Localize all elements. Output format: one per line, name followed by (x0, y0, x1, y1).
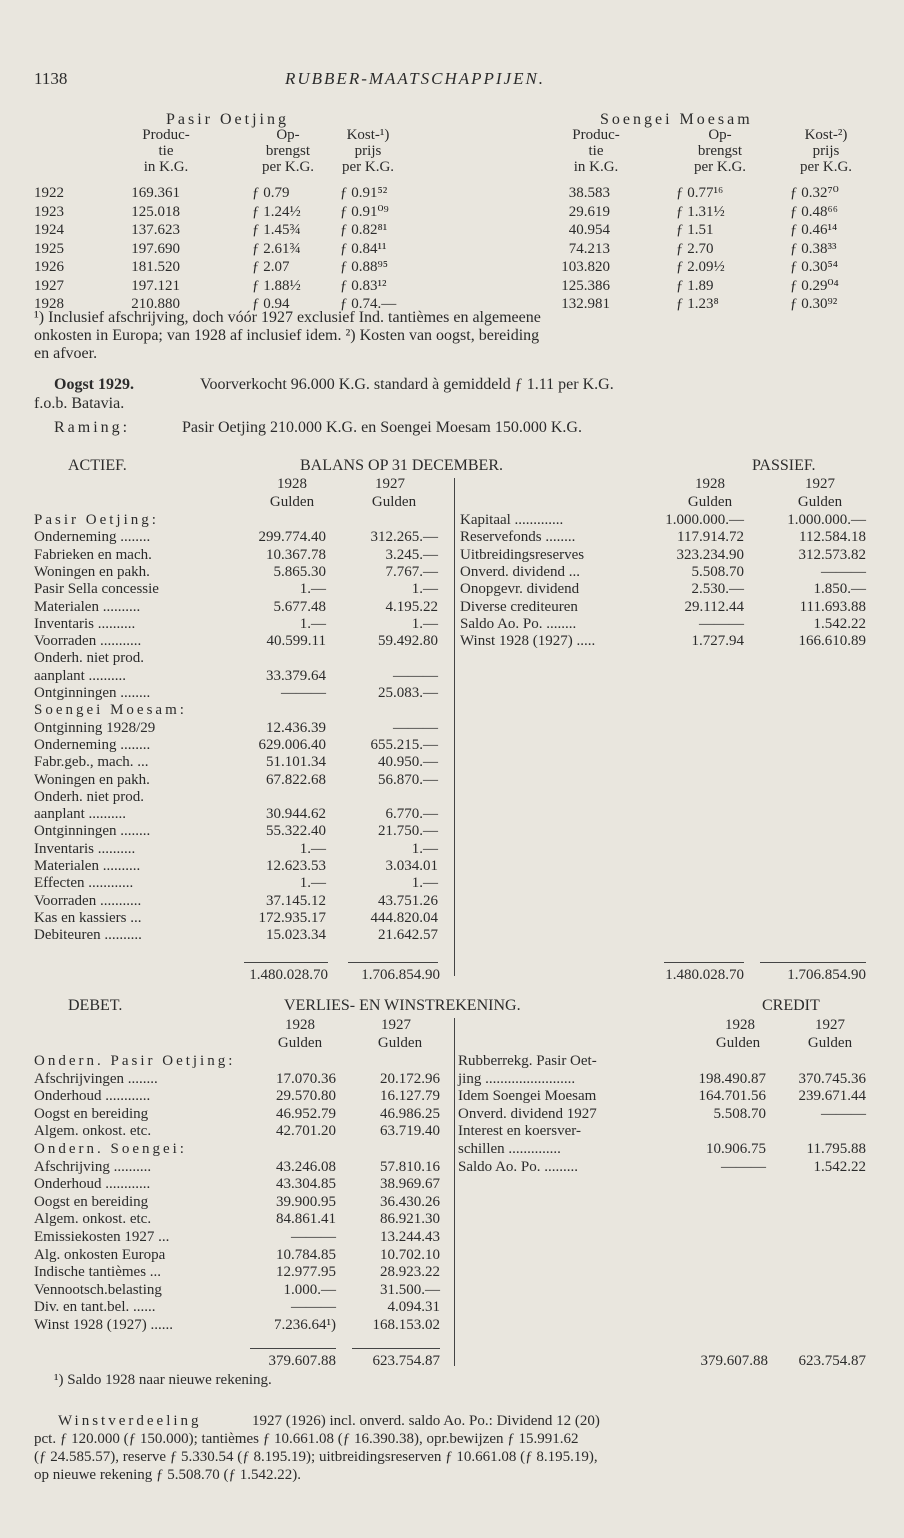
total-1927: 1.706.854.90 (787, 967, 866, 983)
value-1928: 10.906.75 (706, 1141, 766, 1157)
production-cell: 125.018 (131, 203, 180, 220)
year-header: 1927 (815, 1017, 845, 1033)
oogst-line-1: Voorverkocht 96.000 K.G. standard à gemiddeld ƒ 1.11 per K.G. (200, 376, 614, 393)
cost-cell: ƒ 0.38³³ (790, 240, 837, 257)
total-1928: 1.480.028.70 (249, 967, 328, 983)
value-1928: 12.977.95 (276, 1264, 336, 1281)
value-1927: 239.671.44 (798, 1088, 866, 1105)
currency-header: Gulden (797, 494, 843, 510)
column-header: Kost-²) (804, 127, 848, 143)
total-rule (352, 1348, 440, 1349)
footnote-line: onkosten in Europa; van 1928 af inclusief idem. ²) Kosten van oogst, bereiding (34, 327, 540, 344)
winst-line-3: (ƒ 24.585.57), reserve ƒ 5.330.54 (ƒ 8.195.19); uitbreidingsreserven ƒ 10.661.08 (ƒ 8.195.19), (34, 1449, 598, 1465)
value-1927: 4.094.31 (387, 1299, 440, 1316)
column-header: Produc- (572, 127, 620, 143)
credit-label: Rubberrekg. Pasir Oet- (458, 1053, 597, 1069)
cost-cell: ƒ 0.88⁹⁵ (340, 259, 388, 275)
production-cell: 29.619 (568, 203, 610, 220)
debit-label: Div. en tant.bel. ...... (34, 1299, 156, 1316)
year-header: 1928 (695, 476, 725, 492)
total-rule (664, 962, 744, 963)
total-rule (244, 962, 328, 963)
cost-cell: ƒ 0.84¹¹ (340, 240, 387, 257)
credit-label: Saldo Ao. Po. ......... (458, 1158, 579, 1175)
value-1927: 1.000.000.— (787, 512, 866, 528)
value-1928: 7.236.64¹) (274, 1317, 336, 1333)
currency-header: Gulden (687, 494, 733, 510)
value-1927: 370.745.36 (798, 1070, 866, 1087)
value-1927: 28.923.22 (380, 1264, 440, 1281)
value-1928: 29.112.44 (684, 598, 744, 615)
value-1927: 655.215.— (370, 736, 438, 753)
year-cell: 1923 (34, 203, 64, 220)
production-cell: 38.583 (568, 185, 610, 201)
revenue-cell: ƒ 1.89 (676, 277, 714, 294)
column-header: prijs (354, 143, 382, 159)
year-cell: 1928 (34, 296, 64, 312)
winst-line-4: op nieuwe rekening ƒ 5.508.70 (ƒ 1.542.22). (34, 1467, 302, 1483)
debit-label: Onderhoud ............ (34, 1176, 151, 1193)
cost-cell: ƒ 0.48⁶⁶ (790, 203, 838, 220)
value-1927: 13.244.43 (380, 1229, 440, 1245)
value-1928: 33.379.64 (266, 667, 326, 684)
cost-cell: ƒ 0.91⁵² (340, 185, 388, 201)
debit-label: Winst 1928 (1927) ...... (34, 1317, 173, 1333)
value-1928: 117.914.72 (677, 529, 744, 546)
currency-header: Gulden (371, 494, 417, 510)
value-1927: 59.492.80 (378, 633, 438, 650)
column-header: per K.G. (261, 159, 315, 175)
column-header: Kost-¹) (346, 127, 390, 143)
winst-line-1: 1927 (1926) incl. onverd. saldo Ao. Po.: Dividend 12 (20) (252, 1413, 600, 1429)
value-1928: ——— (291, 1229, 336, 1245)
value-1927: 444.820.04 (370, 909, 438, 926)
total-1927: 623.754.87 (798, 1353, 866, 1369)
asset-label: Woningen en pakh. (34, 771, 150, 788)
page-title: RUBBER-MAATSCHAPPIJEN. (285, 69, 546, 88)
cost-cell: ƒ 0.82⁸¹ (340, 222, 388, 238)
revenue-cell: ƒ 1.51 (676, 222, 714, 238)
asset-label: Debiteuren .......... (34, 927, 142, 944)
value-1928: 164.701.56 (698, 1088, 766, 1105)
winst-label: Winstverdeeling (58, 1413, 202, 1429)
asset-label: Onderh. niet prod. (34, 788, 144, 805)
value-1928: 172.935.17 (258, 909, 326, 926)
value-1928: 1.727.94 (691, 633, 744, 650)
total-1927: 623.754.87 (372, 1353, 440, 1369)
revenue-cell: ƒ 0.94 (252, 296, 290, 312)
production-cell: 132.981 (561, 296, 610, 312)
column-header: prijs (812, 143, 840, 159)
value-1928: 67.822.68 (266, 771, 326, 788)
cost-cell: ƒ 0.91⁰⁹ (340, 203, 389, 220)
production-cell: 40.954 (568, 222, 610, 238)
value-1928: ——— (699, 615, 744, 632)
debit-label: Afschrijving .......... (34, 1158, 152, 1175)
column-header: per K.G. (799, 159, 853, 175)
debit-label: Indische tantièmes ... (34, 1264, 162, 1281)
total-rule (760, 962, 866, 963)
year-cell: 1926 (34, 259, 64, 275)
liability-label: Kapitaal ............. (460, 512, 564, 528)
value-1927: 3.034.01 (385, 858, 438, 874)
balans-title: BALANS OP 31 DECEMBER. (300, 457, 503, 474)
revenue-cell: ƒ 1.88½ (252, 277, 301, 294)
value-1928: 299.774.40 (258, 529, 326, 546)
value-1928: 5.508.70 (691, 563, 744, 580)
cost-cell: ƒ 0.74.— (340, 296, 397, 312)
oogst-label: Oogst 1929. (54, 376, 134, 393)
column-header: tie (158, 143, 174, 159)
vw-footnote: ¹) Saldo 1928 naar nieuwe rekening. (54, 1372, 272, 1388)
value-1928: 5.865.30 (273, 563, 326, 580)
debit-label: Afschrijvingen ........ (34, 1070, 158, 1087)
value-1927: 111.693.88 (799, 598, 866, 615)
value-1927: 1.542.22 (813, 1158, 866, 1175)
cost-cell: ƒ 0.30⁵⁴ (790, 259, 838, 275)
asset-label: Effecten ............ (34, 875, 134, 892)
debit-label: Alg. onkosten Europa (34, 1246, 166, 1263)
value-1927: 57.810.16 (380, 1158, 440, 1175)
value-1927: 3.245.— (385, 546, 438, 563)
asset-label: Kas en kassiers ... (34, 909, 142, 926)
winst-line-2: pct. ƒ 120.000 (ƒ 150.000); tantièmes ƒ 10.661.08 (ƒ 16.390.38), opr.bewijzen ƒ 15.991.62 (34, 1431, 579, 1447)
value-1927: ——— (821, 1105, 866, 1122)
asset-label: Fabr.geb., mach. ... (34, 754, 149, 771)
production-cell: 169.361 (131, 185, 180, 201)
credit-label: jing ........................ (458, 1070, 576, 1087)
asset-label: aanplant .......... (34, 667, 127, 684)
year-header: 1928 (277, 476, 307, 492)
value-1927: 46.986.25 (380, 1105, 440, 1122)
asset-label: Materialen .......... (34, 598, 141, 615)
value-1927: 56.870.— (378, 771, 438, 788)
production-cell: 103.820 (561, 259, 610, 275)
value-1928: 17.070.36 (276, 1070, 336, 1087)
year-cell: 1924 (34, 222, 64, 238)
total-1928: 379.607.88 (700, 1353, 768, 1369)
value-1928: 39.900.95 (276, 1193, 336, 1210)
revenue-cell: ƒ 2.61¾ (252, 240, 301, 257)
asset-label: Onderh. niet prod. (34, 650, 144, 667)
column-header: in K.G. (573, 159, 619, 175)
page-number: 1138 (34, 69, 68, 88)
value-1927: 166.610.89 (798, 633, 866, 650)
asset-label: Fabrieken en mach. (34, 546, 152, 563)
value-1927: 10.702.10 (380, 1246, 440, 1263)
year-cell: 1927 (34, 277, 64, 294)
revenue-cell: ƒ 2.07 (252, 259, 290, 275)
credit-label: Idem Soengei Moesam (458, 1088, 597, 1105)
year-header: 1927 (381, 1017, 411, 1033)
value-1927: 20.172.96 (380, 1070, 440, 1087)
value-1927: 6.770.— (385, 806, 438, 823)
value-1928: 55.322.40 (266, 823, 326, 840)
asset-label: Ontginning 1928/29 (34, 719, 156, 736)
credit-heading: CREDIT (762, 997, 820, 1014)
revenue-cell: ƒ 2.09½ (676, 259, 725, 275)
section-label: Pasir Oetjing: (34, 512, 159, 528)
asset-label: Woningen en pakh. (34, 563, 150, 580)
value-1928: 1.— (299, 875, 326, 892)
value-1927: 1.— (411, 615, 438, 632)
value-1927: 86.921.30 (380, 1211, 440, 1228)
revenue-cell: ƒ 1.45¾ (252, 222, 301, 238)
footnote-line: ¹) Inclusief afschrijving, doch vóór 1927 exclusief Ind. tantièmes en algemeene (34, 309, 541, 326)
value-1927: 25.083.— (378, 685, 438, 701)
currency-header: Gulden (277, 1035, 323, 1051)
total-rule (348, 962, 438, 963)
revenue-cell: ƒ 1.24½ (252, 203, 301, 220)
value-1928: 51.101.34 (266, 754, 326, 771)
value-1927: 1.— (411, 875, 438, 892)
value-1927: 43.751.26 (378, 892, 438, 909)
value-1927: 36.430.26 (380, 1193, 440, 1210)
cost-cell: ƒ 0.83¹² (340, 277, 387, 294)
value-1928: 198.490.87 (698, 1070, 766, 1087)
value-1928: 40.599.11 (266, 633, 326, 650)
value-1928: 37.145.12 (266, 892, 326, 909)
value-1928: 30.944.62 (266, 806, 326, 823)
asset-label: Voorraden ........... (34, 633, 142, 650)
column-header: per K.G. (693, 159, 747, 175)
value-1927: 63.719.40 (380, 1123, 440, 1140)
vw-title: VERLIES- EN WINSTREKENING. (284, 997, 521, 1014)
production-cell: 74.213 (568, 240, 610, 257)
year-cell: 1922 (34, 185, 64, 201)
value-1928: 10.784.85 (276, 1246, 336, 1263)
actief-heading: ACTIEF. (68, 457, 127, 474)
value-1928: 43.304.85 (276, 1176, 336, 1193)
value-1928: ——— (291, 1299, 336, 1316)
revenue-cell: ƒ 1.31½ (676, 203, 725, 220)
value-1927: 112.584.18 (799, 529, 866, 546)
value-1928: 1.000.— (283, 1281, 336, 1298)
raming-label: Raming: (54, 419, 131, 436)
asset-label: Materialen .......... (34, 858, 141, 874)
value-1928: 84.861.41 (276, 1211, 336, 1228)
liability-label: Uitbreidingsreserves (460, 546, 585, 563)
value-1927: 7.767.— (385, 563, 438, 580)
year-header: 1928 (725, 1017, 755, 1033)
value-1928: 12.436.39 (266, 719, 326, 736)
passief-heading: PASSIEF. (752, 457, 816, 474)
value-1928: 323.234.90 (676, 546, 744, 563)
vw-divider (454, 1018, 455, 1366)
liability-label: Diverse crediteuren (460, 598, 578, 615)
value-1928: 1.— (299, 615, 326, 632)
currency-header: Gulden (377, 1035, 423, 1051)
production-cell: 197.690 (131, 240, 180, 257)
column-header: Op- (708, 127, 732, 143)
asset-label: aanplant .......... (34, 806, 127, 823)
value-1928: ——— (721, 1158, 766, 1175)
value-1928: 10.367.78 (266, 546, 326, 563)
value-1927: 21.642.57 (378, 927, 438, 944)
asset-label: Voorraden ........... (34, 892, 142, 909)
production-cell: 181.520 (131, 259, 180, 275)
value-1928: 29.570.80 (276, 1088, 336, 1105)
raming-text: Pasir Oetjing 210.000 K.G. en Soengei Moesam 150.000 K.G. (182, 419, 582, 436)
asset-label: Inventaris .......... (34, 615, 136, 632)
revenue-cell: ƒ 1.23⁸ (676, 296, 719, 312)
value-1927: 1.— (411, 581, 438, 598)
revenue-cell: ƒ 0.79 (252, 185, 290, 201)
value-1928: 1.— (299, 581, 326, 598)
cost-cell: ƒ 0.46¹⁴ (790, 222, 838, 238)
asset-label: Ontginningen ........ (34, 685, 151, 701)
column-header: Produc- (142, 127, 190, 143)
value-1927: 31.500.— (380, 1281, 440, 1298)
balans-divider (454, 478, 455, 976)
oogst-line-2: f.o.b. Batavia. (34, 395, 125, 412)
value-1927: 4.195.22 (385, 598, 438, 615)
debit-label: Algem. onkost. etc. (34, 1211, 152, 1228)
value-1928: 1.000.000.— (665, 512, 744, 528)
year-header: 1927 (375, 476, 405, 492)
production-cell: 197.121 (131, 277, 180, 294)
debit-label: Oogst en bereiding (34, 1105, 149, 1122)
credit-label: Onverd. dividend 1927 (458, 1105, 597, 1122)
column-header: in K.G. (143, 159, 189, 175)
value-1927: 312.573.82 (798, 546, 866, 563)
currency-header: Gulden (269, 494, 315, 510)
total-1927: 1.706.854.90 (361, 967, 440, 983)
value-1928: 42.701.20 (276, 1123, 336, 1140)
value-1928: ——— (281, 685, 326, 701)
estate-left-name: Pasir Oetjing (166, 111, 289, 128)
value-1928: 15.023.34 (266, 927, 326, 944)
value-1927: 312.265.— (370, 529, 438, 546)
column-header: brengst (697, 143, 743, 159)
column-header: per K.G. (341, 159, 395, 175)
liability-label: Winst 1928 (1927) ..... (460, 633, 596, 650)
value-1927: 16.127.79 (380, 1088, 440, 1105)
value-1928: 12.623.53 (266, 858, 326, 874)
cost-cell: ƒ 0.29⁰⁴ (790, 277, 839, 294)
debit-label: Algem. onkost. etc. (34, 1123, 152, 1140)
section-label: Ondern. Soengei: (34, 1141, 187, 1157)
currency-header: Gulden (807, 1035, 853, 1051)
value-1928: 5.677.48 (273, 598, 326, 615)
section-label: Soengei Moesam: (34, 702, 187, 719)
value-1927: 21.750.— (378, 823, 438, 840)
value-1927: 38.969.67 (380, 1176, 440, 1193)
value-1928: 629.006.40 (258, 736, 326, 753)
value-1928: 1.— (299, 840, 326, 857)
revenue-cell: ƒ 0.77¹⁶ (676, 185, 724, 201)
total-1928: 379.607.88 (268, 1353, 336, 1369)
total-rule (250, 1348, 336, 1349)
value-1927: ——— (821, 563, 866, 580)
column-header: brengst (265, 143, 311, 159)
revenue-cell: ƒ 2.70 (676, 240, 714, 257)
value-1928: 46.952.79 (276, 1105, 336, 1122)
debit-label: Oogst en bereiding (34, 1193, 149, 1210)
year-header: 1927 (805, 476, 835, 492)
debit-label: Onderhoud ............ (34, 1088, 151, 1105)
year-header: 1928 (285, 1017, 315, 1033)
value-1927: 168.153.02 (372, 1317, 440, 1333)
value-1928: 2.530.— (691, 581, 744, 598)
currency-header: Gulden (715, 1035, 761, 1051)
liability-label: Saldo Ao. Po. ........ (460, 615, 577, 632)
year-cell: 1925 (34, 240, 64, 257)
asset-label: Onderneming ........ (34, 736, 151, 753)
liability-label: Onopgevr. dividend (460, 581, 580, 598)
footnote-line: en afvoer. (34, 345, 98, 362)
total-1928: 1.480.028.70 (665, 967, 744, 983)
asset-label: Inventaris .......... (34, 840, 136, 857)
debit-label: Emissiekosten 1927 ... (34, 1229, 170, 1245)
column-header: Op- (276, 127, 300, 143)
liability-label: Onverd. dividend ... (460, 563, 580, 580)
asset-label: Onderneming ........ (34, 529, 151, 546)
value-1927: 11.795.88 (806, 1141, 866, 1157)
value-1927: ——— (393, 719, 438, 736)
value-1927: 1.— (411, 840, 438, 857)
credit-label: schillen .............. (458, 1141, 561, 1157)
asset-label: Pasir Sella concessie (34, 581, 159, 598)
value-1927: ——— (393, 667, 438, 684)
value-1927: 1.542.22 (813, 615, 866, 632)
credit-label: Interest en koersver- (458, 1123, 581, 1140)
production-cell: 125.386 (561, 277, 610, 294)
asset-label: Ontginningen ........ (34, 823, 151, 840)
cost-cell: ƒ 0.32⁷⁰ (790, 185, 839, 201)
liability-label: Reservefonds ........ (460, 529, 576, 546)
cost-cell: ƒ 0.30⁹² (790, 296, 838, 312)
value-1928: 5.508.70 (713, 1105, 766, 1122)
column-header: tie (588, 143, 604, 159)
debit-label: Vennootsch.belasting (34, 1281, 162, 1298)
value-1927: 1.850.— (813, 581, 866, 598)
value-1928: 43.246.08 (276, 1158, 336, 1175)
section-label: Ondern. Pasir Oetjing: (34, 1053, 236, 1069)
debet-heading: DEBET. (68, 997, 123, 1014)
value-1927: 40.950.— (378, 754, 438, 771)
production-cell: 210.880 (131, 296, 180, 312)
estate-right-name: Soengei Moesam (600, 111, 753, 128)
production-cell: 137.623 (131, 222, 180, 238)
